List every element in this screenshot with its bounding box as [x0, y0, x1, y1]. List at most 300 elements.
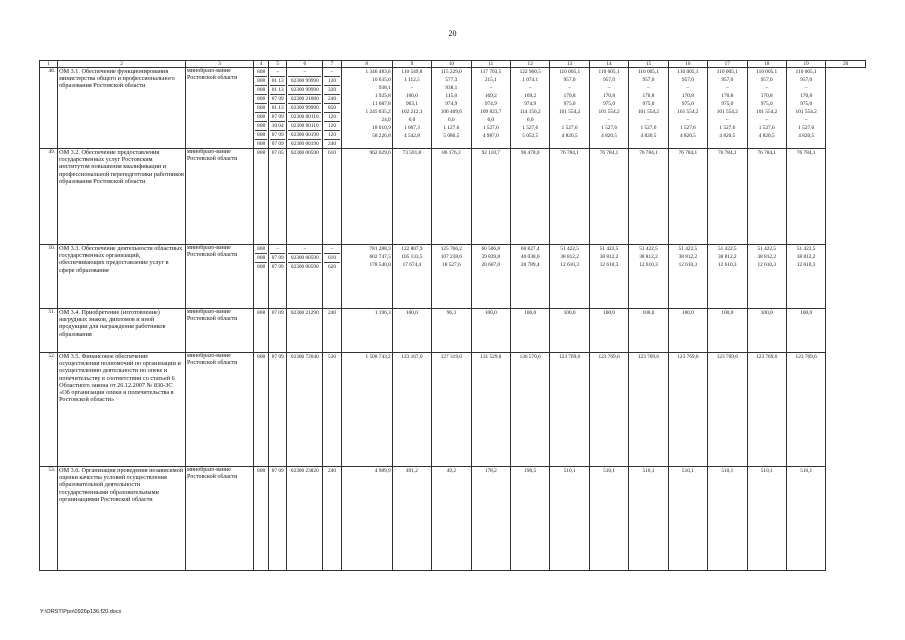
- value-cell-col-15: [629, 353, 668, 467]
- value-cell-col-16: [668, 353, 707, 467]
- column-number: 5: [269, 61, 287, 68]
- cell-value: 02300 99990: [288, 103, 321, 112]
- cell-value: 96 478,0: [520, 150, 540, 157]
- cell-value: 808: [257, 132, 266, 139]
- cell-value: 1 925,8: [374, 93, 391, 100]
- cell-value: 120: [324, 112, 339, 121]
- cell-value: 17 674,4: [402, 262, 422, 269]
- column-number: 8: [341, 61, 392, 68]
- cell-value: 107 238,6: [440, 254, 462, 261]
- cell-value: 38 812,2: [796, 254, 816, 261]
- value-cell-col-5: [269, 353, 287, 467]
- value-cell-col-9: [392, 245, 431, 309]
- executor-name: минобразо-вание Ростовской области: [187, 467, 238, 481]
- cell-value: 962 629,6: [369, 150, 391, 157]
- cell-value: 02300 21080: [288, 94, 321, 103]
- column-number: 19: [786, 61, 825, 68]
- cell-value: 577,3: [445, 77, 458, 84]
- cell-value: 101 554,2: [559, 109, 581, 116]
- cell-value: 110 005,1: [756, 69, 778, 76]
- cell-value: 02300 00590: [290, 150, 319, 157]
- cell-value: 190,5: [524, 468, 537, 475]
- cell-value: 127 319,0: [440, 354, 462, 361]
- cell-value: 4 820,5: [798, 133, 815, 140]
- value-cell-col-10: [432, 309, 471, 353]
- value-cell-col-16: [668, 309, 707, 353]
- table-row: [40, 245, 866, 309]
- value-cell-col-12: [510, 467, 549, 571]
- cell-value: 808: [257, 78, 266, 85]
- cell-value: 20 789,4: [520, 262, 540, 269]
- cell-value: 975,0: [681, 101, 694, 108]
- cell-value: 60 506,8: [481, 246, 501, 253]
- cell-value: 110 549,8: [401, 69, 423, 76]
- cell-value: 02300 23820: [290, 468, 319, 475]
- cell-value: 6,0: [448, 117, 455, 124]
- value-cell-col-18: [747, 149, 786, 245]
- cell-value: 109 823,7: [480, 109, 502, 116]
- measure-name: ОМ 3.2. Обеспечение предоставления государственных услуг Ростовским институтом повышения квалификации и профессиональной переподготовки работников образования Ростовской области: [59, 149, 184, 185]
- cell-value: 963,1: [405, 101, 418, 108]
- cell-value: –: [330, 246, 334, 253]
- value-cell-col-14: [589, 467, 628, 571]
- value-cell-col-9: [392, 149, 431, 245]
- table-row: [40, 149, 866, 245]
- cell-value: 110 005,1: [559, 69, 581, 76]
- cell-value: 975,0: [800, 101, 813, 108]
- cell-value: 49,2: [446, 468, 456, 475]
- column-number: 6: [287, 61, 323, 68]
- value-cell-col-13: [550, 353, 589, 467]
- executor-name: минобразо-вание Ростовской области: [187, 309, 238, 323]
- value-cell-col-12: [510, 68, 549, 149]
- cell-value: 51 422,5: [796, 246, 816, 253]
- table-row: [40, 68, 866, 149]
- column-number: 10: [432, 61, 471, 68]
- cell-value: 491,2: [405, 468, 418, 475]
- value-cell-col-4: [254, 68, 269, 149]
- measure-name: ОМ 3.1. Обеспечение функционирования министерства общего и профессионального образования Ростовской области: [59, 68, 175, 90]
- cell-value: 808: [257, 150, 266, 157]
- column-number: 7: [323, 61, 341, 68]
- cell-value: 4 820,5: [758, 133, 775, 140]
- cell-value: 39 839,8: [481, 254, 501, 261]
- measure-name-cell: [58, 245, 186, 309]
- cell-value: 123 769,6: [637, 354, 660, 361]
- value-cell-col-15: [629, 245, 668, 309]
- value-cell-col-15: [629, 467, 668, 571]
- cell-value: 12 610,3: [678, 262, 698, 269]
- column-number: 3: [186, 61, 254, 68]
- value-cell-col-12: [510, 353, 549, 467]
- value-cell-col-7: [323, 353, 341, 467]
- cell-value: 5 080,5: [443, 133, 460, 140]
- table-row: [40, 467, 866, 571]
- value-cell-col-7: [323, 245, 341, 309]
- cell-value: 974,9: [484, 101, 497, 108]
- cell-value: 106,0: [405, 93, 418, 100]
- value-cell-col-6: [287, 68, 323, 149]
- cell-value: –: [607, 117, 611, 124]
- cell-value: 114 156,2: [519, 109, 541, 116]
- cell-value: 6,0: [408, 117, 416, 124]
- cell-value: –: [489, 85, 493, 92]
- cell-value: 510,1: [721, 468, 734, 475]
- cell-value: 115 229,0: [440, 69, 462, 76]
- cell-value: 02300 00110: [288, 112, 321, 121]
- executor-cell: [186, 245, 254, 309]
- cell-value: 1 074,1: [522, 77, 539, 84]
- cell-value: 808: [257, 141, 266, 148]
- cell-value: 123 769,6: [559, 354, 581, 361]
- value-cell-col-11: [471, 353, 510, 467]
- value-cell-col-13: [550, 245, 589, 309]
- value-cell-col-6: [287, 467, 323, 571]
- value-cell-col-19: [786, 309, 825, 353]
- value-cell-col-8: [341, 245, 392, 309]
- value-cell-col-19: [786, 149, 825, 245]
- row-number: 48.: [40, 68, 58, 149]
- value-cell-col-9: [392, 467, 431, 571]
- column-number: 20: [826, 61, 866, 68]
- cell-value: 178,2: [484, 468, 497, 475]
- value-cell-col-18: [747, 309, 786, 353]
- row-number: 52.: [40, 353, 58, 467]
- value-cell-col-10: [432, 149, 471, 245]
- cell-value: 100,0: [721, 310, 734, 317]
- value-cell-col-11: [471, 467, 510, 571]
- cell-value: 18 010,9: [372, 125, 391, 132]
- value-cell-col-18: [747, 353, 786, 467]
- cell-value: 610: [324, 253, 339, 262]
- value-cell-col-6: [287, 245, 323, 309]
- value-cell-col-19: [786, 245, 825, 309]
- measure-name: ОМ 3.4. Приобретение (изготовление) нагрудных знаков, дипломов и иной продукции для награждения работников образования: [59, 309, 166, 338]
- value-cell-col-4: [254, 149, 269, 245]
- cell-value: 4 989,9: [374, 468, 391, 475]
- cell-value: –: [303, 69, 307, 76]
- cell-value: 07 09: [271, 255, 284, 262]
- cell-value: 240: [328, 468, 336, 475]
- cell-value: 1 245 035,2: [365, 109, 391, 116]
- cell-value: 12 610,3: [599, 262, 619, 269]
- cell-value: 38 812,2: [560, 254, 579, 261]
- value-cell-col-4: [254, 353, 269, 467]
- cell-value: 4 820,5: [640, 133, 657, 140]
- cell-value: 101 554,2: [598, 109, 620, 116]
- cell-value: 01 13: [271, 78, 284, 85]
- cell-value: 76 784,1: [678, 150, 698, 157]
- cell-value: 101 554,2: [637, 109, 660, 116]
- cell-value: 808: [257, 255, 266, 262]
- cell-value: 51 422,5: [757, 246, 776, 253]
- cell-value: 510,1: [642, 468, 655, 475]
- cell-value: –: [686, 85, 690, 92]
- cell-value: 1 346 483,6: [365, 69, 391, 76]
- executor-cell: [186, 353, 254, 467]
- value-cell-col-17: [708, 245, 747, 309]
- cell-value: 123 769,6: [756, 354, 778, 361]
- cell-value: 38 812,2: [718, 254, 737, 261]
- cell-value: 510,1: [603, 468, 615, 475]
- cell-value: –: [276, 69, 279, 76]
- column-number: 9: [392, 61, 431, 68]
- cell-value: –: [607, 85, 611, 92]
- cell-value: 110 005,1: [716, 69, 738, 76]
- value-cell-col-7: [323, 68, 341, 149]
- measure-name-cell: [58, 309, 186, 353]
- cell-value: 100,0: [484, 310, 497, 317]
- measure-name-cell: [58, 149, 186, 245]
- cell-value: 96,3: [446, 310, 456, 317]
- cell-value: 02300 00190: [288, 130, 321, 139]
- value-cell-col-15: [629, 149, 668, 245]
- value-cell-col-18: [747, 245, 786, 309]
- cell-value: 07 09: [271, 141, 284, 148]
- cell-value: 24,0: [381, 117, 391, 124]
- cell-value: 169,2: [484, 93, 497, 100]
- cell-value: 808: [257, 87, 266, 94]
- measure-name: ОМ 3.6. Организация проведения независимой оценки качества условий осуществления образовательной деятельности государственными образовательными организациями Ростовской области: [59, 467, 184, 503]
- cell-value: 170,8: [721, 93, 734, 100]
- cell-value: 240: [324, 94, 339, 103]
- cell-value: 100,0: [681, 310, 694, 317]
- value-cell-col-19: [786, 467, 825, 571]
- value-cell-col-11: [471, 245, 510, 309]
- cell-value: 120: [324, 130, 339, 139]
- row-number: 53.: [40, 467, 58, 571]
- measure-name-cell: [58, 68, 186, 149]
- cell-value: 105 133,5: [401, 254, 423, 261]
- cell-value: 4 820,5: [719, 133, 736, 140]
- cell-value: 102 212,1: [401, 109, 423, 116]
- value-cell-col-9: [392, 353, 431, 467]
- value-cell-col-10: [432, 245, 471, 309]
- cell-value: 808: [257, 105, 266, 112]
- cell-value: 170,8: [681, 93, 694, 100]
- cell-value: 123 769,6: [677, 354, 699, 361]
- cell-value: 170,8: [603, 93, 615, 100]
- value-cell-col-16: [668, 149, 707, 245]
- cell-value: 122 807,9: [401, 246, 423, 253]
- cell-value: 58 226,8: [372, 133, 391, 140]
- value-cell-col-17: [708, 149, 747, 245]
- cell-value: –: [765, 117, 769, 124]
- cell-value: 1 508 743,2: [365, 354, 391, 361]
- cell-value: 808: [257, 114, 266, 121]
- cell-value: 51 422,5: [599, 246, 619, 253]
- cell-value: 974,9: [524, 101, 537, 108]
- cell-value: 510,1: [800, 468, 813, 475]
- cell-value: 1 527,6: [798, 125, 815, 132]
- cell-value: 974,9: [445, 101, 458, 108]
- cell-value: 02300 21290: [290, 310, 319, 317]
- value-cell-col-15: [629, 68, 668, 149]
- cell-value: 51 422,5: [718, 246, 737, 253]
- executor-name: минобразо-вание Ростовской области: [187, 245, 238, 259]
- cell-value: –: [410, 85, 414, 92]
- cell-value: 1 196,3: [374, 310, 391, 317]
- cell-value: 10 635,0: [372, 77, 391, 84]
- cell-value: 07 09: [271, 264, 284, 271]
- cell-value: 510,1: [563, 468, 576, 475]
- budget-table: [39, 60, 866, 571]
- executor-cell: [186, 68, 254, 149]
- cell-value: –: [647, 117, 650, 124]
- cell-value: –: [568, 85, 571, 92]
- cell-value: 808: [257, 123, 266, 130]
- cell-value: 975,0: [721, 101, 734, 108]
- value-cell-col-5: [269, 149, 287, 245]
- column-number: 18: [747, 61, 786, 68]
- cell-value: 215,1: [484, 77, 497, 84]
- cell-value: 101 554,2: [756, 109, 778, 116]
- value-cell-col-14: [589, 353, 628, 467]
- value-cell-col-6: [287, 353, 323, 467]
- cell-value: 51 422,5: [678, 246, 698, 253]
- executor-cell: [186, 309, 254, 353]
- cell-value: 957,0: [721, 77, 734, 84]
- cell-value: 76 784,1: [560, 150, 579, 157]
- cell-value: 02300 00110: [288, 121, 321, 130]
- measure-name: ОМ 3.5. Финансовое обеспечение осуществления полномочий по организации и осуществлению деятельности по опеке и попечительству в соответствии со статьей 6 Областного закона от 26.12.2007 № 830-ЗС «Об организации опеки и попечительства в Ростовской области»: [59, 353, 181, 403]
- cell-value: –: [528, 85, 532, 92]
- cell-value: 02300 99990: [288, 85, 321, 94]
- value-cell-col-19: [786, 353, 825, 467]
- cell-value: 20 667,0: [481, 262, 501, 269]
- column-number: 17: [708, 61, 747, 68]
- page-number: 20: [448, 29, 457, 38]
- cell-value: 120: [324, 121, 339, 130]
- value-cell-col-10: [432, 68, 471, 149]
- value-cell-col-11: [471, 68, 510, 149]
- cell-value: 170,8: [563, 93, 576, 100]
- cell-value: 1 527,6: [758, 125, 775, 132]
- measure-name-cell: [58, 353, 186, 467]
- cell-value: 02300 72040: [290, 354, 319, 361]
- cell-value: 808: [257, 96, 266, 103]
- value-cell-col-11: [471, 149, 510, 245]
- cell-value: 510,1: [681, 468, 694, 475]
- cell-value: –: [647, 85, 650, 92]
- value-cell-col-17: [708, 353, 747, 467]
- cell-value: 1 527,6: [719, 125, 736, 132]
- value-cell-col-12: [510, 149, 549, 245]
- value-cell-col-7: [323, 467, 341, 571]
- cell-value: 12 610,3: [757, 262, 776, 269]
- cell-value: 1 527,6: [482, 125, 499, 132]
- cell-value: 4 820,5: [679, 133, 696, 140]
- cell-value: 975,0: [642, 101, 655, 108]
- cell-value: 975,0: [603, 101, 615, 108]
- cell-value: 73 591,8: [402, 150, 422, 157]
- row-number: 49.: [40, 149, 58, 245]
- cell-value: 12 610,3: [639, 262, 658, 269]
- cell-value: 975,0: [760, 101, 773, 108]
- value-cell-col-4: [254, 309, 269, 353]
- value-cell-col-6: [287, 309, 323, 353]
- cell-value: 510,1: [760, 468, 773, 475]
- cell-value: 320: [324, 85, 339, 94]
- value-cell-col-9: [392, 68, 431, 149]
- cell-value: 12 610,3: [560, 262, 579, 269]
- value-cell-col-5: [269, 309, 287, 353]
- cell-value: 123 769,6: [598, 354, 620, 361]
- executor-name: минобразо-вание Ростовской области: [187, 149, 238, 163]
- cell-value: 122 960,5: [519, 69, 541, 76]
- value-cell-col-9: [392, 309, 431, 353]
- cell-value: 100,0: [405, 310, 418, 317]
- cell-value: 957,0: [681, 77, 694, 84]
- cell-value: 1 607,3: [403, 125, 420, 132]
- cell-value: 808: [257, 310, 266, 317]
- cell-value: –: [568, 117, 571, 124]
- cell-value: –: [330, 69, 334, 76]
- cell-value: 07 09: [271, 132, 284, 139]
- cell-value: –: [725, 117, 729, 124]
- file-path-footer: Y:\ORST\Ppo\0926p136.f20.docx: [40, 609, 122, 615]
- column-number: 4: [254, 61, 269, 68]
- cell-value: 602 747,5: [369, 254, 391, 261]
- column-number: 12: [510, 61, 549, 68]
- value-cell-col-5: [269, 245, 287, 309]
- value-cell-col-8: [341, 68, 392, 149]
- column-number-row: [40, 61, 866, 68]
- cell-value: 40 038,0: [520, 254, 540, 261]
- cell-value: 18 527,6: [442, 262, 461, 269]
- cell-value: –: [303, 246, 307, 253]
- cell-value: –: [725, 85, 729, 92]
- cell-value: 101 554,2: [795, 109, 817, 116]
- value-cell-col-8: [341, 309, 392, 353]
- cell-value: 610: [328, 150, 336, 157]
- cell-value: 620: [324, 262, 339, 271]
- cell-value: 01 13: [271, 87, 284, 94]
- value-cell-col-14: [589, 309, 628, 353]
- cell-value: 123 769,6: [716, 354, 738, 361]
- cell-value: 131 529,8: [480, 354, 502, 361]
- row-number: 51.: [40, 309, 58, 353]
- cell-value: 38 812,2: [757, 254, 776, 261]
- cell-value: 4 820,5: [601, 133, 617, 140]
- cell-value: 101 554,2: [677, 109, 699, 116]
- cell-value: 170,8: [760, 93, 773, 100]
- cell-value: –: [765, 85, 769, 92]
- cell-value: 07 09: [271, 114, 284, 121]
- cell-value: 51 422,5: [560, 246, 579, 253]
- cell-value: 808: [257, 468, 266, 475]
- cell-value: 92 110,7: [481, 150, 500, 157]
- cell-value: 1 112,5: [404, 77, 420, 84]
- cell-value: 86 176,3: [442, 150, 461, 157]
- value-cell-col-13: [550, 68, 589, 149]
- value-cell-col-10: [432, 467, 471, 571]
- cell-value: 100,0: [642, 310, 655, 317]
- value-cell-col-17: [708, 68, 747, 149]
- cell-value: 76 784,1: [757, 150, 776, 157]
- column-number: 2: [58, 61, 186, 68]
- value-cell-col-8: [341, 149, 392, 245]
- value-cell-col-5: [269, 467, 287, 571]
- cell-value: 76 784,1: [599, 150, 619, 157]
- cell-value: 02300 00190: [288, 139, 321, 148]
- value-cell-col-12: [510, 309, 549, 353]
- cell-value: 1 527,6: [522, 125, 539, 132]
- executor-cell: [186, 467, 254, 571]
- value-cell-col-14: [589, 68, 628, 149]
- cell-value: 530: [328, 354, 336, 361]
- value-cell-col-8: [341, 467, 392, 571]
